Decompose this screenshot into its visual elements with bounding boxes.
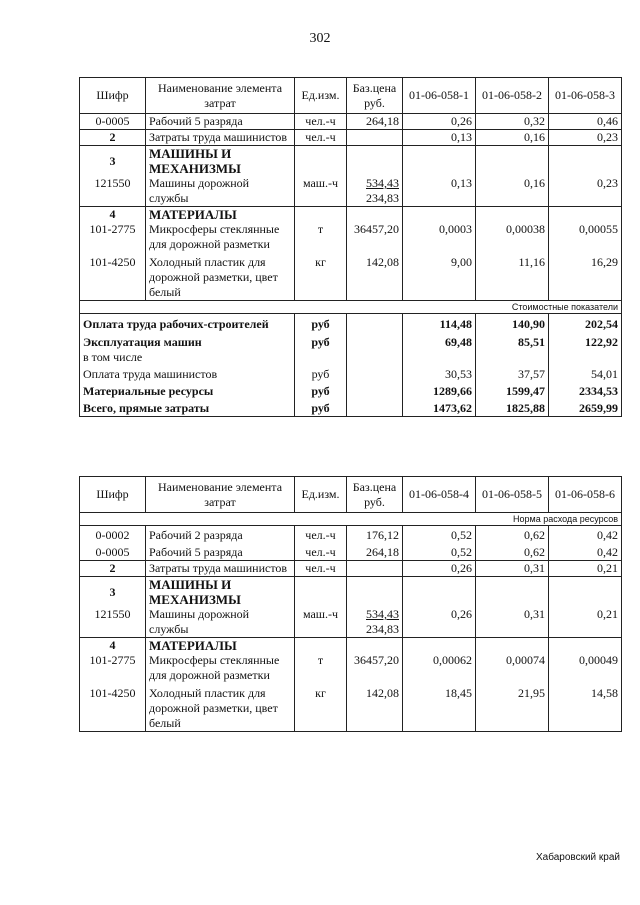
cell-value: 0,00074 — [476, 653, 549, 683]
table-header-row — [80, 477, 622, 513]
cell-value: 54,01 — [549, 365, 622, 382]
banner-label: Стоимостные показатели — [80, 301, 622, 314]
cell-name: Микросферы стеклянные для дорожной разметки — [146, 222, 295, 252]
section-banner — [80, 513, 622, 526]
header-unit: Ед.изм. — [295, 78, 347, 114]
cell-unit: кг — [295, 252, 347, 301]
header-name: Наименование элемента затрат — [146, 78, 295, 114]
cell-unit: чел.-ч — [295, 526, 347, 544]
cell-value: 69,48 — [403, 332, 476, 350]
cell-value: 1825,88 — [476, 399, 549, 417]
table-row — [80, 399, 622, 417]
cell-value: 30,53 — [403, 365, 476, 382]
cell-code: 101-4250 — [80, 252, 146, 301]
cell-value: 0,21 — [549, 607, 622, 638]
header-col-6: 01-06-058-6 — [549, 477, 622, 513]
cell-value: 0,62 — [476, 526, 549, 544]
cell-value: 1473,62 — [403, 399, 476, 417]
cell-price: 264,18 — [347, 543, 403, 561]
cell-value: 16,29 — [549, 252, 622, 301]
header-col-1: 01-06-058-1 — [403, 78, 476, 114]
cell-price — [347, 561, 403, 577]
cell-value: 0,00049 — [549, 653, 622, 683]
cell-unit: чел.-ч — [295, 543, 347, 561]
cell-name: Холодный пластик для дорожной разметки, цвет белый — [146, 252, 295, 301]
cell-code: 4 — [80, 638, 146, 654]
cell-code: 101-4250 — [80, 683, 146, 732]
cell-unit: чел.-ч — [295, 114, 347, 130]
cell-value: 202,54 — [549, 314, 622, 333]
header-price: Баз.цена руб. — [347, 78, 403, 114]
cell-name: Холодный пластик для дорожной разметки, цвет белый — [146, 683, 295, 732]
cell-value: 0,16 — [476, 130, 549, 146]
cell-unit: т — [295, 222, 347, 252]
cell-name: Рабочий 5 разряда — [146, 114, 295, 130]
cell-value: 0,21 — [549, 561, 622, 577]
table-row — [80, 526, 622, 544]
cell-value: 0,23 — [549, 130, 622, 146]
cell-unit: маш.-ч — [295, 176, 347, 207]
cell-code: 101-2775 — [80, 653, 146, 683]
cell-unit: руб — [295, 314, 347, 333]
section-banner — [80, 301, 622, 314]
table-row — [80, 350, 622, 365]
table-row — [80, 653, 622, 683]
cell-name: Рабочий 5 разряда — [146, 543, 295, 561]
header-col-3: 01-06-058-3 — [549, 78, 622, 114]
cell-value: 0,13 — [403, 176, 476, 207]
cell-value: 0,42 — [549, 543, 622, 561]
cell-unit: руб — [295, 332, 347, 350]
cell-code: 3 — [80, 577, 146, 608]
cell-price: 534,43 234,83 — [347, 607, 403, 638]
cell-code: 121550 — [80, 176, 146, 207]
cell-code: 2 — [80, 130, 146, 146]
header-col-5: 01-06-058-5 — [476, 477, 549, 513]
header-col-4: 01-06-058-4 — [403, 477, 476, 513]
cell-code: 4 — [80, 207, 146, 223]
section-title: МАШИНЫ И МЕХАНИЗМЫ — [146, 577, 295, 608]
section-title: МАТЕРИАЛЫ — [146, 638, 295, 654]
table-row — [80, 683, 622, 732]
cell-price: 534,43 234,83 — [347, 176, 403, 207]
cell-value: 0,23 — [549, 176, 622, 207]
cell-code: 0-0002 — [80, 526, 146, 544]
cell-name: в том числе — [80, 350, 295, 365]
table-row — [80, 543, 622, 561]
cell-unit: чел.-ч — [295, 130, 347, 146]
cell-value: 0,26 — [403, 114, 476, 130]
cell-value: 140,90 — [476, 314, 549, 333]
cell-price: 36457,20 — [347, 222, 403, 252]
table-row — [80, 382, 622, 399]
table-row — [80, 146, 622, 177]
cell-value: 37,57 — [476, 365, 549, 382]
resource-table-1 — [79, 77, 622, 417]
header-code: Шифр — [80, 78, 146, 114]
cell-name: Микросферы стеклянные для дорожной разметки — [146, 653, 295, 683]
cell-name: Машины дорожной службы — [146, 176, 295, 207]
cell-value: 0,26 — [403, 561, 476, 577]
cell-code: 0-0005 — [80, 114, 146, 130]
cell-value: 11,16 — [476, 252, 549, 301]
cell-value: 1289,66 — [403, 382, 476, 399]
header-price: Баз.цена руб. — [347, 477, 403, 513]
cell-value: 122,92 — [549, 332, 622, 350]
cell-value: 0,00055 — [549, 222, 622, 252]
cell-name: Рабочий 2 разряда — [146, 526, 295, 544]
cell-unit: т — [295, 653, 347, 683]
cell-price: 142,08 — [347, 683, 403, 732]
cell-code: 2 — [80, 561, 146, 577]
cell-value: 0,00038 — [476, 222, 549, 252]
table-row — [80, 222, 622, 252]
cell-price: 142,08 — [347, 252, 403, 301]
cell-unit: руб — [295, 382, 347, 399]
cell-name: Затраты труда машинистов — [146, 561, 295, 577]
table-row — [80, 176, 622, 207]
cell-name: Материальные ресурсы — [80, 382, 295, 399]
cell-value: 0,46 — [549, 114, 622, 130]
cell-value: 0,52 — [403, 526, 476, 544]
table-header-row — [80, 78, 622, 114]
cell-code: 3 — [80, 146, 146, 177]
table-row — [80, 130, 622, 146]
cell-name: Оплата труда машинистов — [80, 365, 295, 382]
cell-unit: маш.-ч — [295, 607, 347, 638]
cell-name: Затраты труда машинистов — [146, 130, 295, 146]
resource-table-2 — [79, 476, 622, 732]
cell-value: 14,58 — [549, 683, 622, 732]
cell-unit: чел.-ч — [295, 561, 347, 577]
cell-value: 0,0003 — [403, 222, 476, 252]
cell-value: 18,45 — [403, 683, 476, 732]
cell-name: Всего, прямые затраты — [80, 399, 295, 417]
table-row — [80, 365, 622, 382]
table-row — [80, 577, 622, 608]
cell-value: 0,62 — [476, 543, 549, 561]
header-name: Наименование элемента затрат — [146, 477, 295, 513]
region-footer: Хабаровский край — [535, 852, 620, 863]
cell-value: 0,31 — [476, 607, 549, 638]
table-row — [80, 314, 622, 333]
cell-value: 0,32 — [476, 114, 549, 130]
table-row — [80, 607, 622, 638]
cell-unit: кг — [295, 683, 347, 732]
cell-value: 0,26 — [403, 607, 476, 638]
cell-value: 0,52 — [403, 543, 476, 561]
cell-value: 21,95 — [476, 683, 549, 732]
cell-price — [347, 130, 403, 146]
table-row — [80, 332, 622, 350]
cell-code: 101-2775 — [80, 222, 146, 252]
cell-unit: руб — [295, 399, 347, 417]
table-row — [80, 561, 622, 577]
cell-name: Эксплуатация машин — [80, 332, 295, 350]
table-row — [80, 252, 622, 301]
cell-value: 2659,99 — [549, 399, 622, 417]
cell-value: 85,51 — [476, 332, 549, 350]
cell-value: 0,13 — [403, 130, 476, 146]
header-unit: Ед.изм. — [295, 477, 347, 513]
table-row — [80, 207, 622, 223]
cell-value: 0,00062 — [403, 653, 476, 683]
cell-price: 264,18 — [347, 114, 403, 130]
cell-value: 0,31 — [476, 561, 549, 577]
cell-code: 0-0005 — [80, 543, 146, 561]
section-title: МАТЕРИАЛЫ — [146, 207, 295, 223]
cell-price: 176,12 — [347, 526, 403, 544]
header-col-2: 01-06-058-2 — [476, 78, 549, 114]
page-number: 302 — [309, 31, 331, 46]
cell-price: 36457,20 — [347, 653, 403, 683]
cell-value: 114,48 — [403, 314, 476, 333]
cell-name: Машины дорожной службы — [146, 607, 295, 638]
cell-unit: руб — [295, 365, 347, 382]
table-row — [80, 114, 622, 130]
cell-name: Оплата труда рабочих-строителей — [80, 314, 295, 333]
cell-code: 121550 — [80, 607, 146, 638]
cell-value: 1599,47 — [476, 382, 549, 399]
cell-value: 2334,53 — [549, 382, 622, 399]
cell-value: 0,42 — [549, 526, 622, 544]
cell-value: 9,00 — [403, 252, 476, 301]
banner-label: Норма расхода ресурсов — [80, 513, 622, 526]
header-code: Шифр — [80, 477, 146, 513]
table-row — [80, 638, 622, 654]
cell-value: 0,16 — [476, 176, 549, 207]
section-title: МАШИНЫ И МЕХАНИЗМЫ — [146, 146, 295, 177]
